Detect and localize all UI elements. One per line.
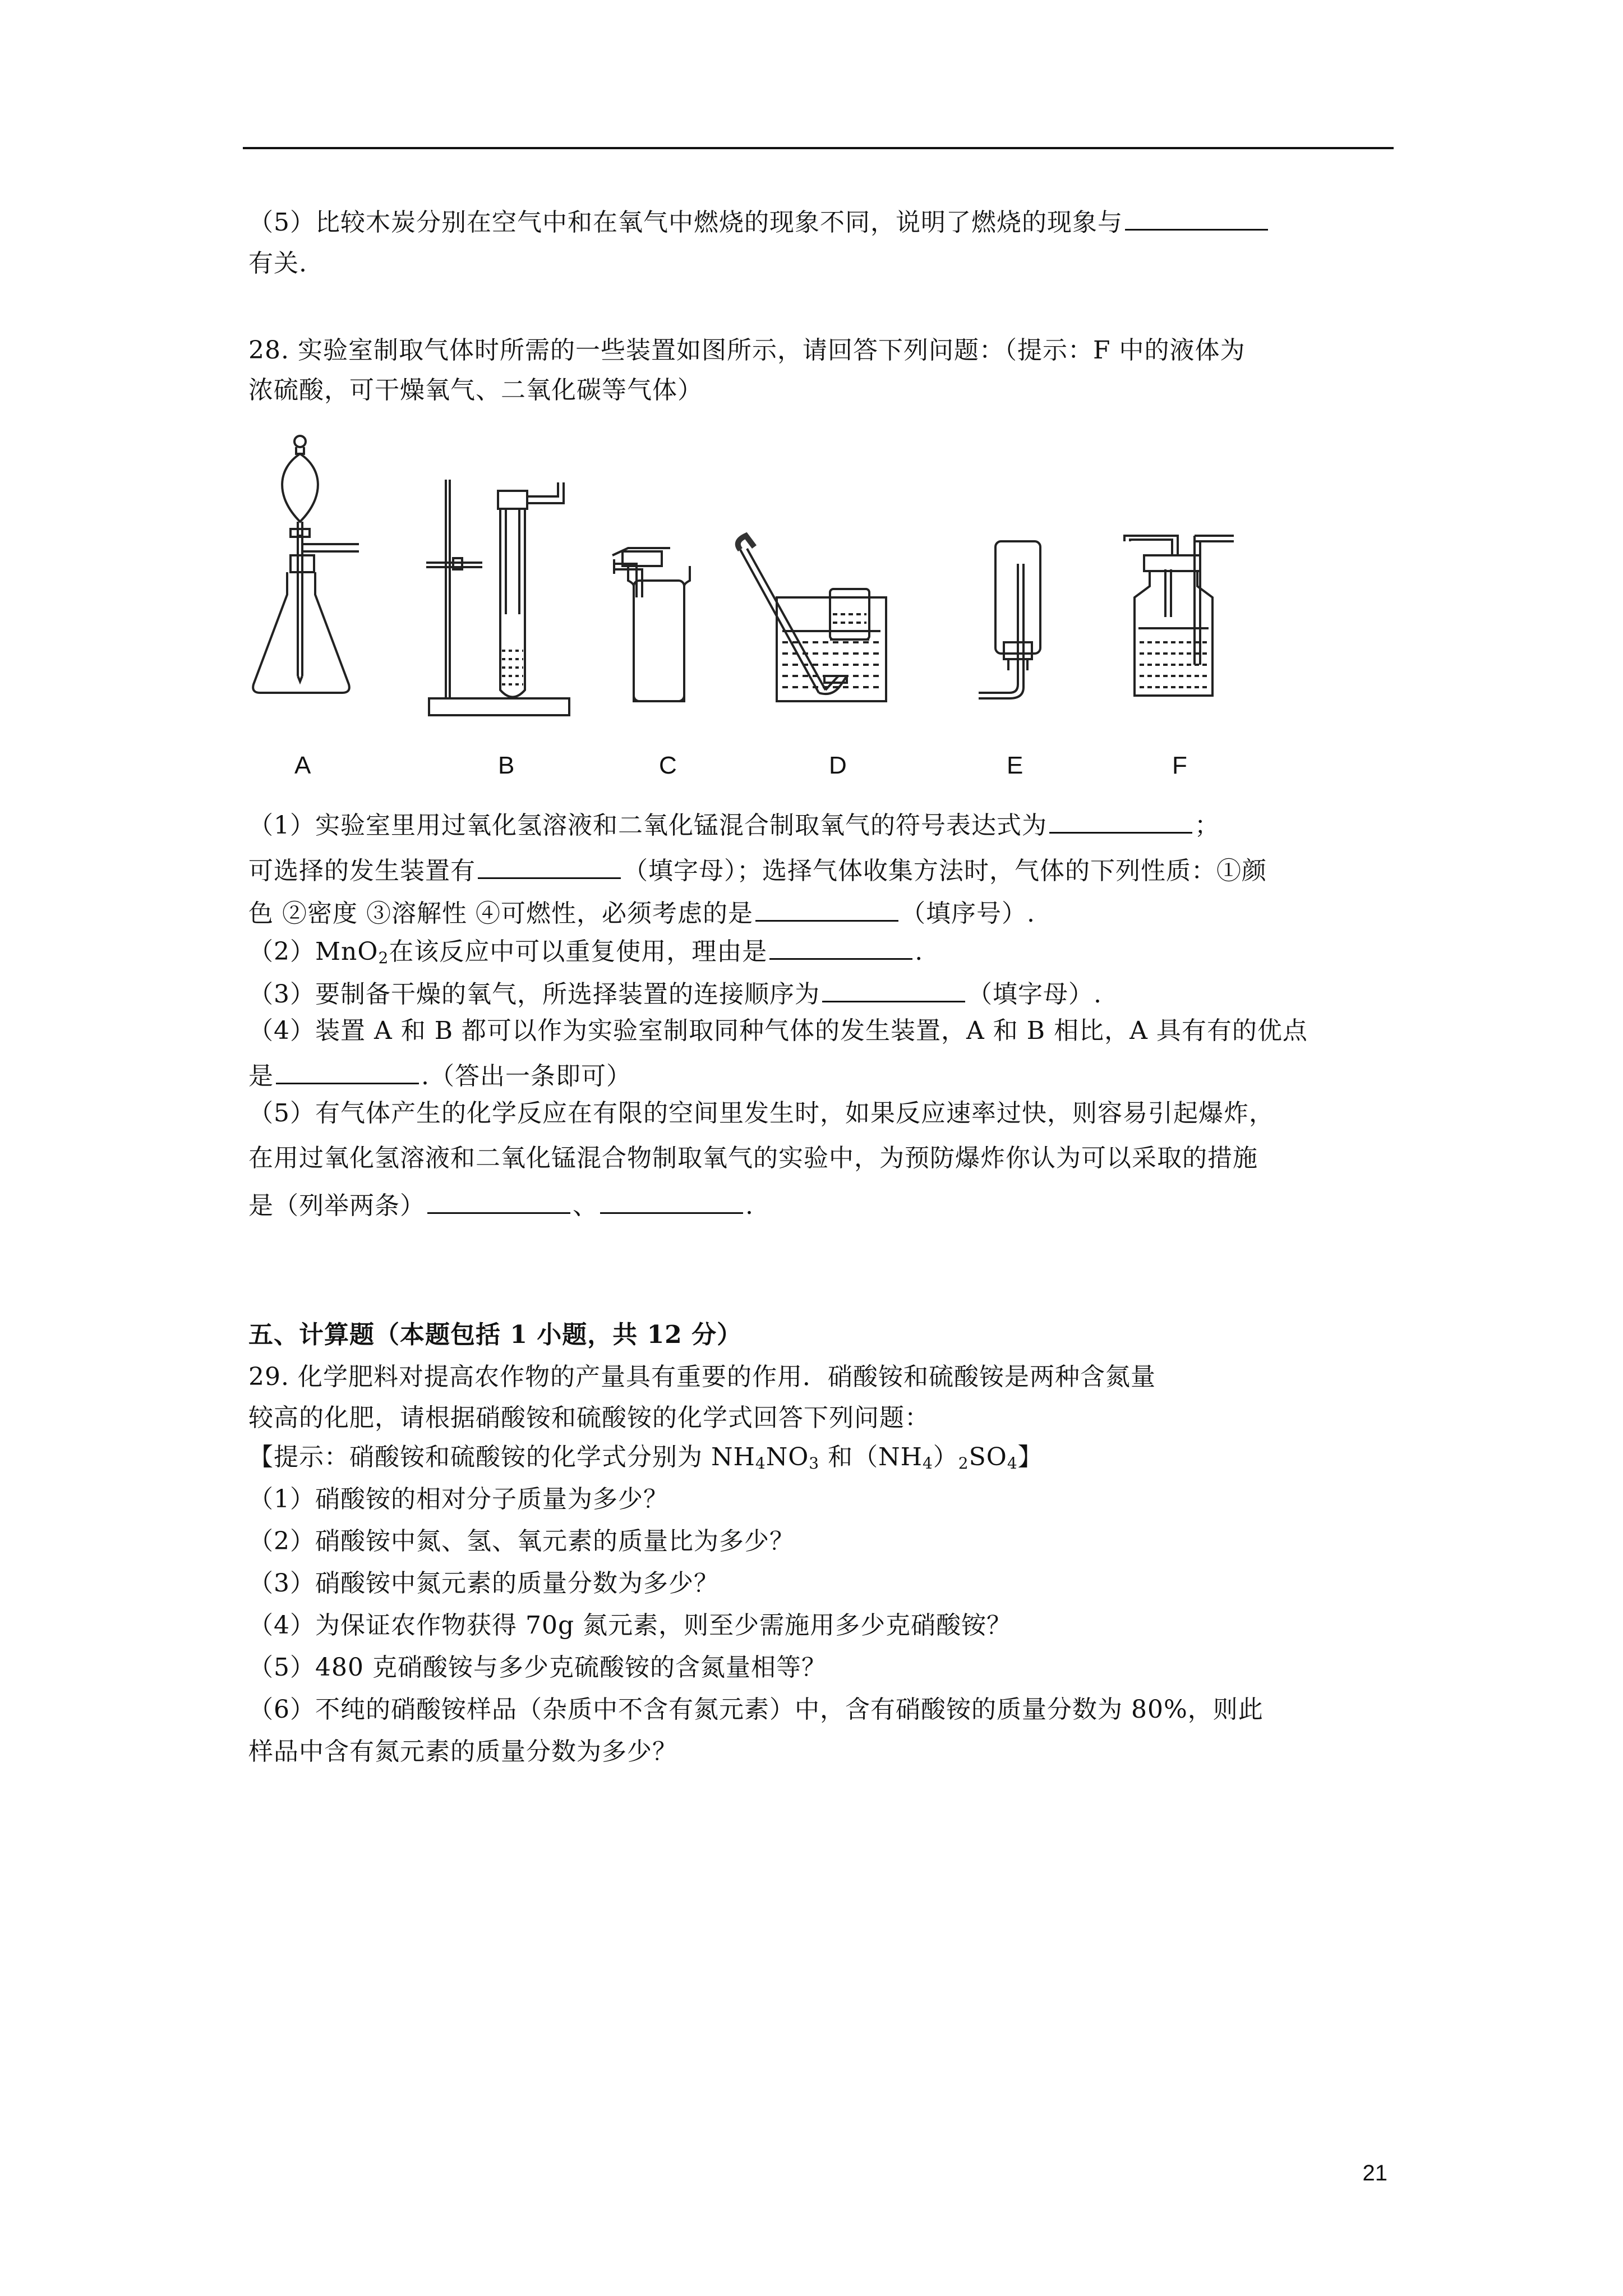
q28-part4-line2: 是 .（答出一条即可）	[248, 1057, 631, 1093]
q29-question2: （2）硝酸铵中氮、氢、氧元素的质量比为多少？	[248, 1527, 795, 1556]
label-f: F	[1172, 752, 1187, 779]
q27-part5-line2: 有关.	[248, 249, 307, 278]
answer-blank[interactable]	[769, 932, 912, 960]
q28-part5-line2: 在用过氧化氢溶液和二氧化锰混合物制取氧气的实验中，为预防爆炸你认为可以采取的措施	[248, 1144, 1258, 1172]
q28-intro-line1: 28. 实验室制取气体时所需的一些装置如图所示，请回答下列问题：（提示：F 中的液体为	[248, 336, 1246, 365]
answer-blank[interactable]	[1125, 203, 1268, 231]
q29-question1: （1）硝酸铵的相对分子质量为多少？	[248, 1485, 668, 1513]
q29-intro-line1: 29. 化学肥料对提高农作物的产量具有重要的作用．硝酸铵和硫酸铵是两种含氮量	[248, 1363, 1156, 1391]
apparatus-e	[979, 541, 1040, 698]
apparatus-a	[253, 436, 359, 693]
answer-blank[interactable]	[478, 852, 621, 879]
apparatus-b	[426, 480, 569, 715]
header-rule	[243, 147, 1394, 149]
q29-hint: 【提示：硝酸铵和硫酸铵的化学式分别为 $NH_4NO_3$ 和$(NH_4)_2SO_4$】	[248, 1443, 1043, 1473]
answer-blank[interactable]	[276, 1057, 419, 1084]
apparatus-figure	[247, 429, 1267, 788]
q29-question3: （3）硝酸铵中氮元素的质量分数为多少？	[248, 1569, 719, 1598]
q28-part2: （2）MnO$_2$在该反应中可以重复使用，理由是 .	[248, 932, 923, 969]
q28-part3: （3）要制备干燥的氧气，所选择装置的连接顺序为 （填字母）.	[248, 975, 1102, 1011]
label-d: D	[829, 752, 847, 779]
label-a: A	[294, 752, 311, 779]
q28-part4-line1: （4）装置 A 和 B 都可以作为实验室制取同种气体的发生装置，A 和 B 相比，A 具有有的优点	[248, 1016, 1308, 1045]
apparatus-drawing	[247, 429, 1267, 788]
answer-blank[interactable]	[427, 1186, 570, 1214]
q29-question6-line1: （6）不纯的硝酸铵样品（杂质中不含有氮元素）中，含有硝酸铵的质量分数为 80%，则此	[248, 1695, 1264, 1724]
q29-question6-line2: 样品中含有氮元素的质量分数为多少？	[248, 1737, 677, 1766]
apparatus-f	[1124, 536, 1234, 696]
apparatus-d	[738, 536, 886, 701]
q28-part1-line3: 色 ②密度 ③溶解性 ④可燃性，必须考虑的是 （填序号）.	[248, 894, 1035, 931]
answer-blank[interactable]	[755, 894, 898, 922]
answer-blank[interactable]	[822, 975, 965, 1002]
label-c: C	[659, 752, 677, 779]
answer-blank[interactable]	[600, 1186, 743, 1214]
q28-part5-line1: （5）有气体产生的化学反应在有限的空间里发生时，如果反应速率过快，则容易引起爆炸，	[248, 1099, 1274, 1128]
q28-part1-line1: （1）实验室里用过氧化氢溶液和二氧化锰混合制取氧气的符号表达式为 ；	[248, 806, 1220, 843]
label-b: B	[498, 752, 515, 779]
section-heading: 五、计算题（本题包括 1 小题，共 12 分）	[248, 1320, 743, 1349]
q29-question4: （4）为保证农作物获得 70g 氮元素，则至少需施用多少克硝酸铵？	[248, 1611, 1012, 1640]
q29-question5: （5）480 克硝酸铵与多少克硫酸铵的含氮量相等？	[248, 1653, 827, 1682]
answer-blank[interactable]	[1049, 806, 1192, 834]
q28-part1-line2: 可选择的发生装置有 （填字母）；选择气体收集方法时，气体的下列性质：①颜	[248, 852, 1267, 888]
q28-intro-line2: 浓硫酸，可干燥氧气、二氧化碳等气体）	[248, 376, 703, 404]
page-number: 21	[1362, 2161, 1387, 2185]
q27-part5-line1	[248, 203, 1270, 240]
q27-part5-text: （5）比较木炭分别在空气中和在氧气中燃烧的现象不同，说明了燃烧的现象与	[248, 208, 1123, 237]
q29-intro-line2: 较高的化肥，请根据硝酸铵和硫酸铵的化学式回答下列问题：	[248, 1404, 930, 1432]
apparatus-c	[612, 548, 690, 701]
label-e: E	[1007, 752, 1023, 779]
q28-part5-line3: 是（列举两条） 、 .	[248, 1186, 754, 1223]
